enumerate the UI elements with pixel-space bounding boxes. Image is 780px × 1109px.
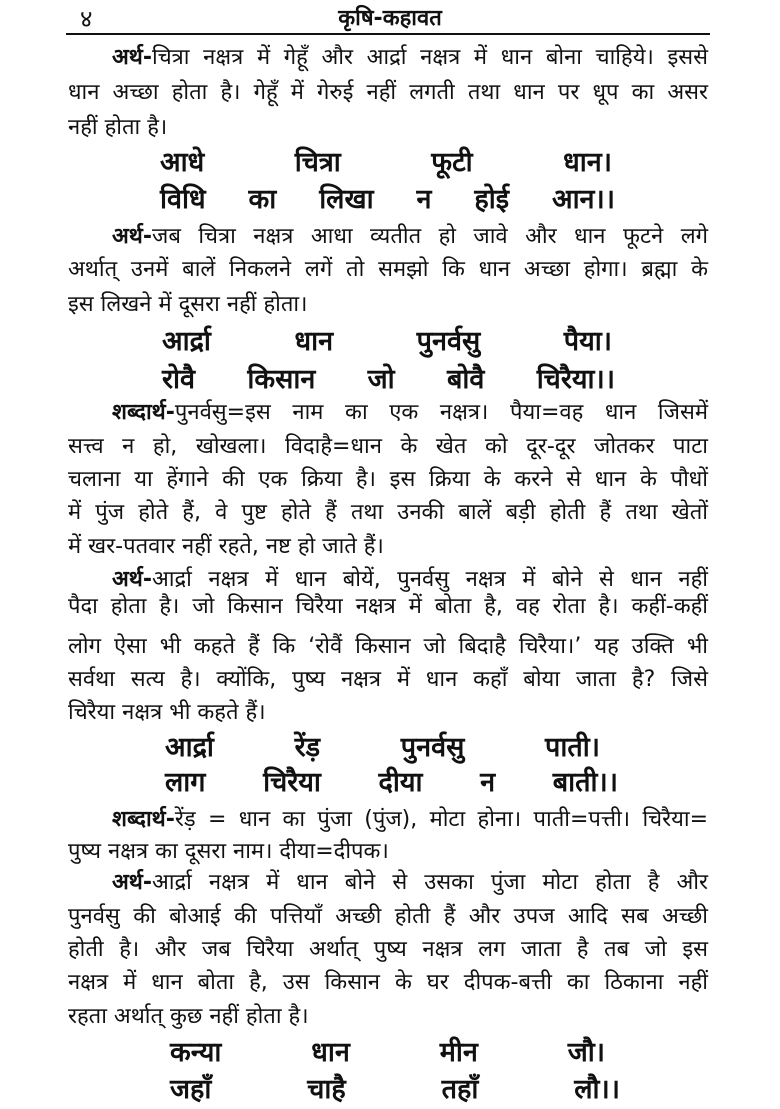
running-title: कृषि-कहावत (338, 6, 442, 31)
verse-word: फूटी (431, 147, 473, 178)
line-text: सत्त्व न हो, खोखला। विदाहै=धान के खेत को दूर-दूर जोतकर पाटा (68, 434, 708, 459)
verse-word: विधि (160, 184, 206, 215)
text-line (112, 41, 708, 75)
line-text: नहीं होता है। (68, 115, 168, 140)
verse-word: बोवै (446, 364, 485, 395)
line-text: लोग ऐसा भी कहते हैं कि ‘रोवैं किसान जो बिदाहै चिरैया।’ यह उक्ति भी (68, 634, 708, 659)
verse-word: धान। (563, 147, 612, 178)
line-text: चलाना या हेंगाने की एक क्रिया है। इस क्रिया के करने से धान के पौधों (68, 467, 708, 492)
verse-word: आर्द्रा (165, 732, 214, 763)
verse-word: कन्या (170, 1037, 222, 1068)
verse-word: पुनर्वसु (400, 732, 465, 763)
verse-word: बाती।। (552, 767, 618, 798)
verse-word: चित्रा (294, 147, 341, 178)
text-line (68, 253, 708, 287)
verse-line (160, 144, 612, 182)
verse-word: तहाँ (441, 1074, 479, 1105)
text-line (68, 590, 708, 624)
line-text: अर्थात् उनमें बालें निकलने लगें तो समझो कि धान अच्छा होगा। ब्रह्मा के (68, 257, 708, 282)
line-text: में पुंज होते हैं, वे पुष्ट होते हैं तथा उनकी बालें बड़ी होती हैं तथा खेतों (68, 500, 708, 525)
header-rule (66, 33, 710, 35)
line-text: पुष्य नक्षत्र का दूसरा नाम। दीया=दीपक। (68, 839, 389, 864)
line-text: चिरैया नक्षत्र भी कहते हैं। (68, 700, 266, 725)
text-line (112, 866, 708, 900)
verse-line (162, 361, 615, 399)
text-line (68, 696, 708, 730)
text-line (112, 803, 708, 837)
line-text: आर्द्रा नक्षत्र में धान बोयें, पुनर्वसु नक्षत्र में बोने से धान नहीं (152, 567, 708, 592)
verse-word: आर्द्रा (162, 326, 211, 357)
verse-word: लौ।। (574, 1074, 620, 1105)
text-line (68, 430, 708, 464)
paragraph-label: अर्थ- (112, 45, 152, 70)
verse-line (170, 1034, 605, 1072)
text-line (68, 630, 708, 664)
text-line (68, 933, 708, 967)
line-text: चित्रा नक्षत्र में गेहूँ और आर्द्रा नक्षत्र में धान बोना चाहिये। इससे (152, 45, 708, 70)
verse-word: पैया। (563, 326, 612, 357)
line-text: पैदा होता है। जो किसान चिरैया नक्षत्र में बोता है, वह रोता है। कहीं-कहीं (68, 594, 708, 619)
line-text: पुनर्वसु की बोआई की पत्तियाँ अच्छी होती हैं और उपज आदि सब अच्छी (68, 904, 708, 929)
verse-word: पुनर्वसु (416, 326, 481, 357)
page-number: ४ (80, 5, 93, 33)
text-line (68, 463, 708, 497)
line-text: आर्द्रा नक्षत्र में धान बोने से उसका पुंजा मोटा होता है और (152, 870, 708, 895)
verse-word: आधे (160, 147, 205, 178)
paragraph-label: अर्थ- (112, 567, 152, 592)
verse-word: जौ। (567, 1037, 605, 1068)
line-text: धान अच्छा होता है। गेहूँ में गेरुई नहीं लगती तथा धान पर धूप का असर (68, 80, 708, 105)
verse-word: जहाँ (170, 1074, 212, 1105)
verse-word: पाती। (545, 732, 600, 763)
text-line (68, 1000, 708, 1034)
verse-line (165, 764, 618, 802)
line-text: रहता अर्थात् कुछ नहीं होता है। (68, 1004, 309, 1029)
verse-word: न (416, 184, 432, 215)
text-line (112, 220, 708, 254)
line-text: पुनर्वसु=इस नाम का एक नक्षत्र। पैया=वह धान जिसमें (174, 400, 708, 425)
verse-line (162, 323, 612, 361)
verse-word: का (248, 184, 277, 215)
text-line (68, 966, 708, 1000)
verse-word: चाहै (307, 1074, 346, 1105)
line-text: रेंड़ = धान का पुंजा (पुंज), मोटा होना। पाती=पत्ती। चिरैया= (174, 807, 708, 832)
text-line (112, 396, 708, 430)
text-line (68, 76, 708, 110)
line-text: होती है। और जब चिरैया अर्थात् पुष्य नक्षत्र लग जाता है तब जो इस (68, 937, 708, 962)
paragraph-label: अर्थ- (112, 224, 152, 249)
verse-word: लाग (165, 767, 206, 798)
verse-line (170, 1071, 620, 1109)
text-line (68, 663, 708, 697)
paragraph-label: शब्दार्थ- (112, 400, 175, 425)
text-line (68, 496, 708, 530)
text-line (68, 288, 708, 322)
paragraph-label: अर्थ- (112, 870, 152, 895)
verse-line (165, 729, 600, 767)
verse-word: जो (367, 364, 395, 395)
text-line (68, 835, 708, 869)
verse-line (160, 181, 615, 219)
verse-word: लिखा (319, 184, 374, 215)
verse-word: रोवै (162, 364, 196, 395)
line-text: में खर-पतवार नहीं रहते, नष्ट हो जाते हैं। (68, 534, 384, 559)
line-text: सर्वथा सत्य है। क्योंकि, पुष्य नक्षत्र में धान कहाँ बोया जाता है? जिसे (68, 667, 708, 692)
line-text: नक्षत्र में धान बोता है, उस किसान के घर दीपक-बत्ती का ठिकाना नहीं (68, 970, 708, 995)
verse-word: होई (474, 184, 510, 215)
text-line (68, 900, 708, 934)
text-line (68, 530, 708, 564)
line-text: जब चित्रा नक्षत्र आधा व्यतीत हो जावे और धान फूटने लगे (152, 224, 708, 249)
verse-word: न (480, 767, 496, 798)
verse-word: आन।। (551, 184, 615, 215)
text-line (68, 111, 708, 145)
verse-word: धान (294, 326, 334, 357)
verse-word: दीया (378, 767, 423, 798)
verse-word: धान (311, 1037, 350, 1068)
paragraph-label: शब्दार्थ- (112, 807, 175, 832)
verse-word: मीन (439, 1037, 478, 1068)
verse-word: चिरैया।। (536, 364, 615, 395)
verse-word: रेंड़ (294, 732, 321, 763)
verse-word: किसान (247, 364, 316, 395)
verse-word: चिरैया (263, 767, 321, 798)
line-text: इस लिखने में दूसरा नहीं होता। (68, 292, 308, 317)
